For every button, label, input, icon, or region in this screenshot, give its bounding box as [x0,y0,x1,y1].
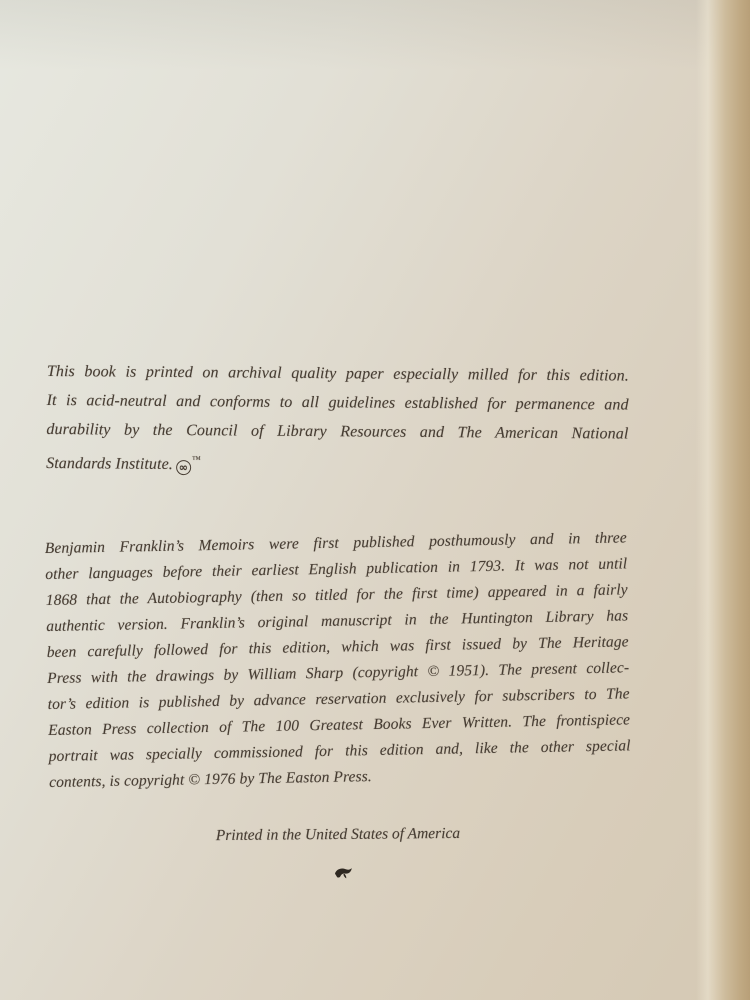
permanent-paper-icon [176,445,201,479]
edition-notice-line: authentic version. Franklin’s original manuscript in the Huntington Library has [46,607,629,636]
edition-notice [45,525,632,796]
edition-notice-line: 1868 that the Autobiography (then so titled for the first time) appeared in a fairly [45,581,628,610]
paper-notice-line: durability by the Council of Library Resources and The American National [46,420,629,443]
leaf-ornament-icon [47,863,639,886]
paper-notice-line: It is acid-neutral and conforms to all guidelines established for permanence and [46,391,629,414]
edition-notice-line: been carefully followed for this edition, which was first issued by The Heritage [46,633,629,662]
edition-notice-line: Easton Press collection of The 100 Greatest Books Ever Written. The frontispiece [48,711,631,739]
trademark-symbol: ™ [191,454,201,465]
paper-notice-line [46,444,628,483]
edition-notice-line: Press with the drawings by William Sharp (copyright © 1951). The present collec- [47,659,630,687]
edition-notice-line: tor’s edition is published by advance reservation exclusively for subscribers to The [47,685,630,713]
infinity-symbol: ∞ [176,460,191,475]
edition-notice-line: other languages before their earliest English publication in 1793. It was not until [45,555,628,584]
edition-notice-line: Benjamin Franklin’s Memoirs were first published posthumously and in three [44,529,627,558]
paper-notice-line: This book is printed on archival quality paper especially milled for this edition. [46,362,629,385]
printed-in-line: Printed in the United States of America [215,824,461,845]
paper-notice [46,357,629,483]
edition-notice-line: contents, is copyright © 1976 by The Easton Press. [48,768,372,791]
edition-notice-line: portrait was specially commissioned for this edition and, like the other special [48,737,631,765]
paper-notice-last-text: Standards Institute. [46,454,173,473]
